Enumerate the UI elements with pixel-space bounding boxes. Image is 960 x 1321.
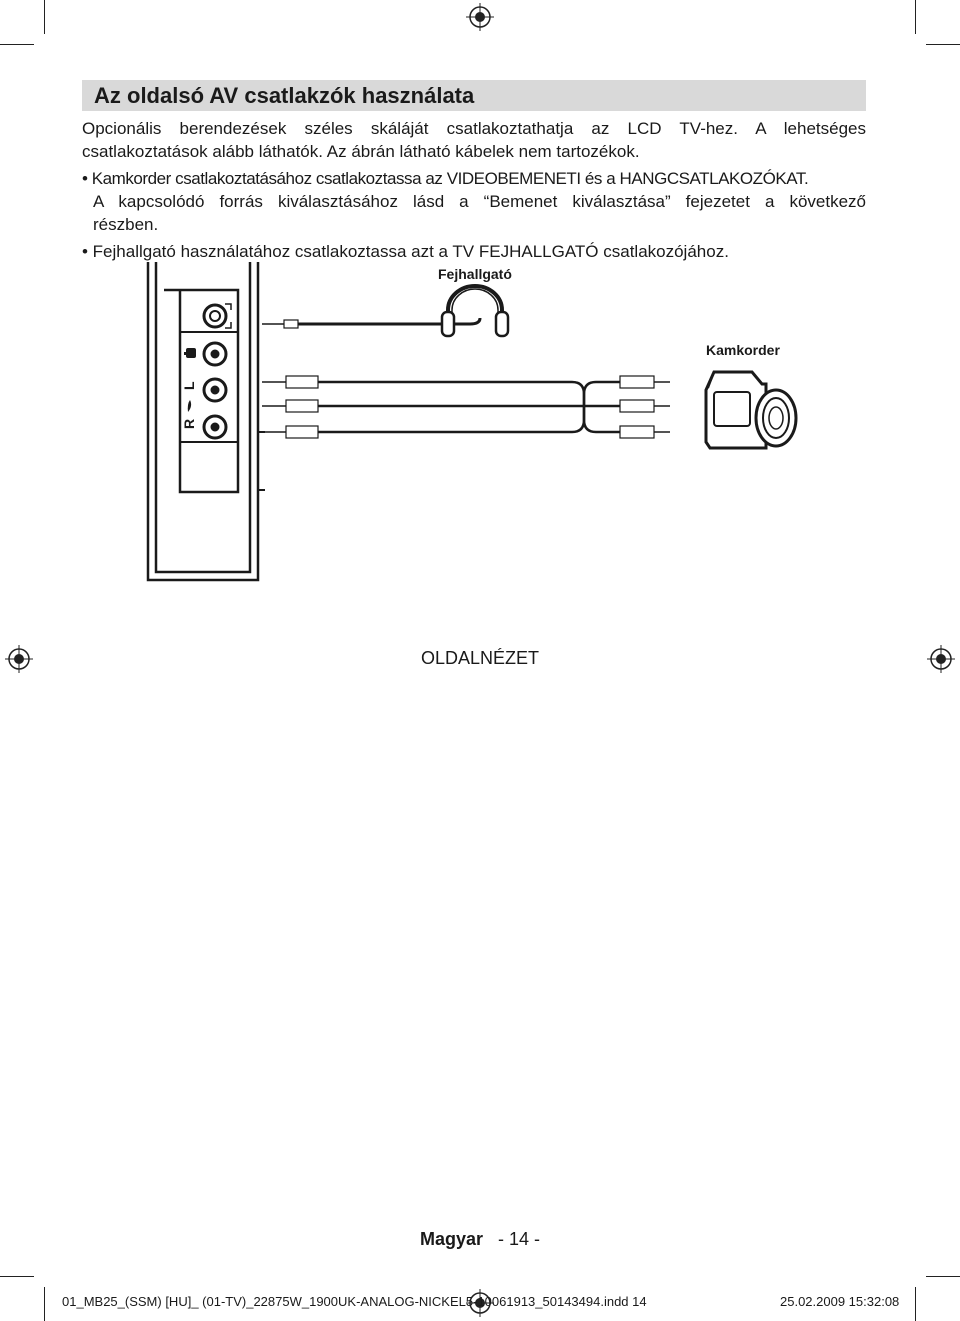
- bullet-headphone: • Fejhallgató használatához csatlakoztassa azt a TV FEJHALLGATÓ csatlakozójához.: [82, 242, 729, 261]
- bullet-camcorder-line-2: A kapcsolódó forrás kiválasztásához lásd a “Bemenet kiválasztása” fejezetet a következő: [93, 192, 866, 211]
- crop-mark: [915, 0, 916, 34]
- print-slug-file: 01_MB25_(SSM) [HU]_ (01-TV)_22875W_1900UK-ANALOG-NICKEL5-10061913_50143494.indd 14: [62, 1294, 647, 1309]
- camcorder-label: Kamkorder: [706, 342, 780, 358]
- camcorder-icon: [706, 372, 796, 448]
- section-title: Az oldalsó AV csatlakzók használata: [94, 83, 475, 108]
- intro-text-line-2: csatlakoztatások alább láthatók. Az ábrán látható kábelek nem tartozékok.: [82, 142, 640, 161]
- crop-mark: [926, 1276, 960, 1277]
- bullet-camcorder-line-1: • Kamkorder csatlakoztatásához csatlakoztassa az VIDEOBEMENETI és a HANGCSATLAKOZÓKAT.: [82, 169, 809, 188]
- av-jacks: [204, 343, 226, 438]
- jack-label-r: R: [181, 418, 197, 429]
- headphone-label: Fejhallgató: [438, 266, 512, 282]
- jack-label-l: L: [181, 381, 197, 390]
- footer-page-number: - 14 -: [498, 1229, 541, 1249]
- crop-mark: [0, 44, 34, 45]
- footer-language: Magyar: [419, 1229, 483, 1249]
- print-slug-date: 25.02.2009 15:32:08: [780, 1294, 900, 1309]
- crop-mark: [915, 1287, 916, 1321]
- view-caption: OLDALNÉZET: [420, 648, 540, 668]
- registration-mark-icon: [466, 3, 494, 31]
- connection-diagram: [140, 262, 820, 592]
- page-footer: [0, 1229, 960, 1250]
- rca-cable-set: [262, 376, 670, 438]
- crop-mark: [926, 44, 960, 45]
- bullet-camcorder-line-3: részben.: [93, 215, 159, 234]
- intro-text-line-1: Opcionális berendezések széles skáláját csatlakoztathatja az LCD TV-hez. A lehetséges: [82, 119, 866, 138]
- crop-mark: [44, 1287, 45, 1321]
- crop-mark: [0, 1276, 34, 1277]
- crop-mark: [44, 0, 45, 34]
- headphone-jack: [204, 304, 231, 328]
- video-in-icon: [184, 348, 196, 358]
- headphone-icon: [442, 286, 508, 336]
- audio-icon: [188, 400, 191, 412]
